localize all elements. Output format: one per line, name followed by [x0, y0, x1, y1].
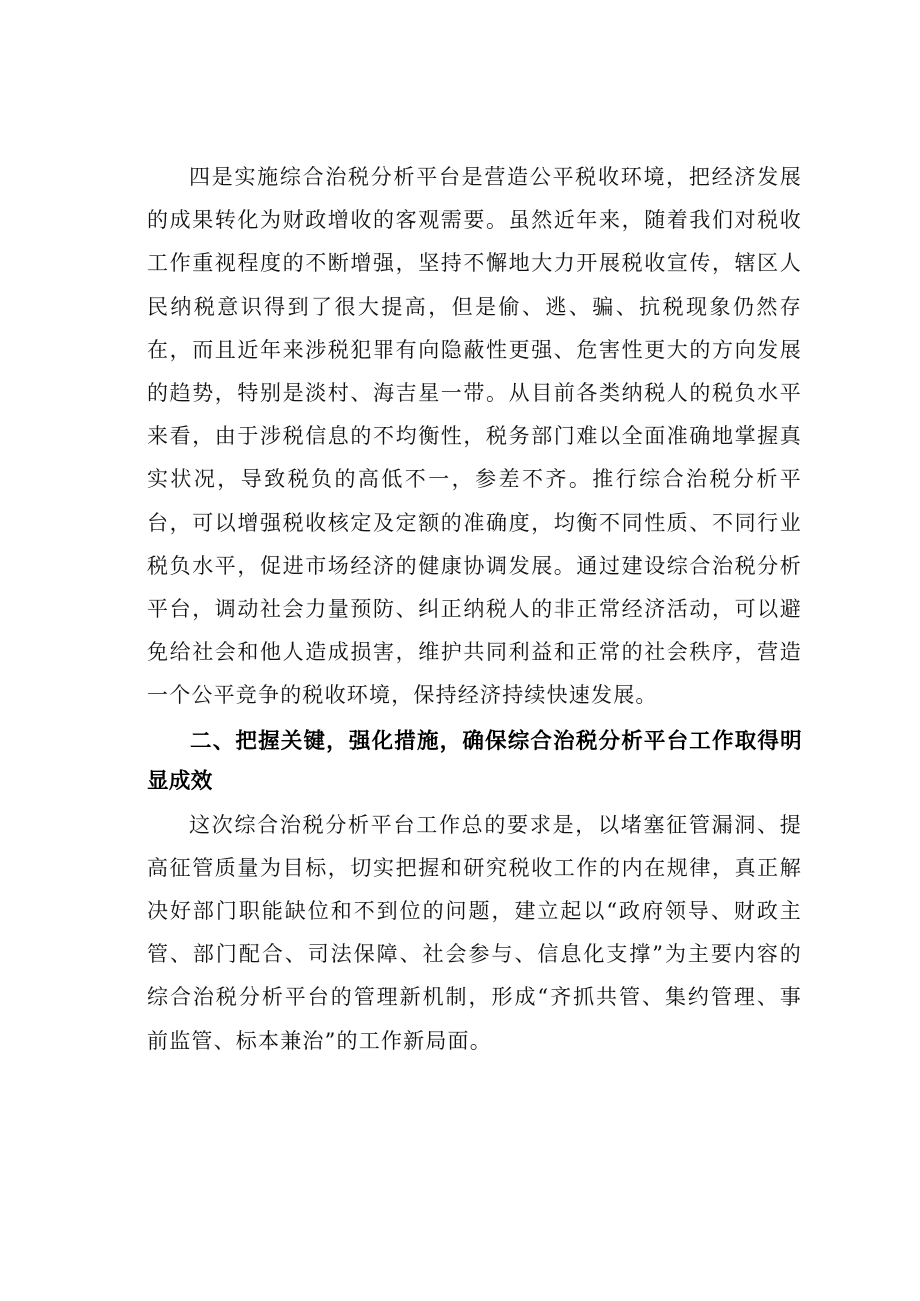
document-body	[147, 156, 802, 1063]
paragraph-point-four: 四是实施综合治税分析平台是营造公平税收环境，把经济发展的成果转化为财政增收的客观需要。虽然近年来，随着我们对税收工作重视程度的不断增强，坚持不懈地大力开展税收宣传，辖区人民纳税意识得到了很大提高，但是偷、逃、骗、抗税现象仍然存在，而且近年来涉税犯罪有向隐蔽性更强、危害性更大的方向发展的趋势，特别是淡村、海吉星一带。从目前各类纳税人的税负水平来看，由于涉税信息的不均衡性，税务部门难以全面准确地掌握真实状况，导致税负的高低不一，参差不齐。推行综合治税分析平台，可以增强税收核定及定额的准确度，均衡不同性质、不同行业税负水平，促进市场经济的健康协调发展。通过建设综合治税分析平台，调动社会力量预防、纠正纳税人的非正常经济活动，可以避免给社会和他人造成损害，维护共同利益和正常的社会秩序，营造一个公平竞争的税收环境，保持经济持续快速发展。	[147, 165, 802, 708]
section-heading: 二、把握关键，强化措施，确保综合治税分析平台工作取得明显成效	[147, 728, 802, 794]
paragraph-requirements: 这次综合治税分析平台工作总的要求是，以堵塞征管漏洞、提高征管质量为目标，切实把握和研究税收工作的内在规律，真正解决好部门职能缺位和不到位的问题，建立起以“政府领导、财政主管、部门配合、司法保障、社会参与、信息化支撑”为主要内容的综合治税分析平台的管理新机制，形成“齐抓共管、集约管理、事前监管、标本兼治”的工作新局面。	[147, 812, 802, 1053]
